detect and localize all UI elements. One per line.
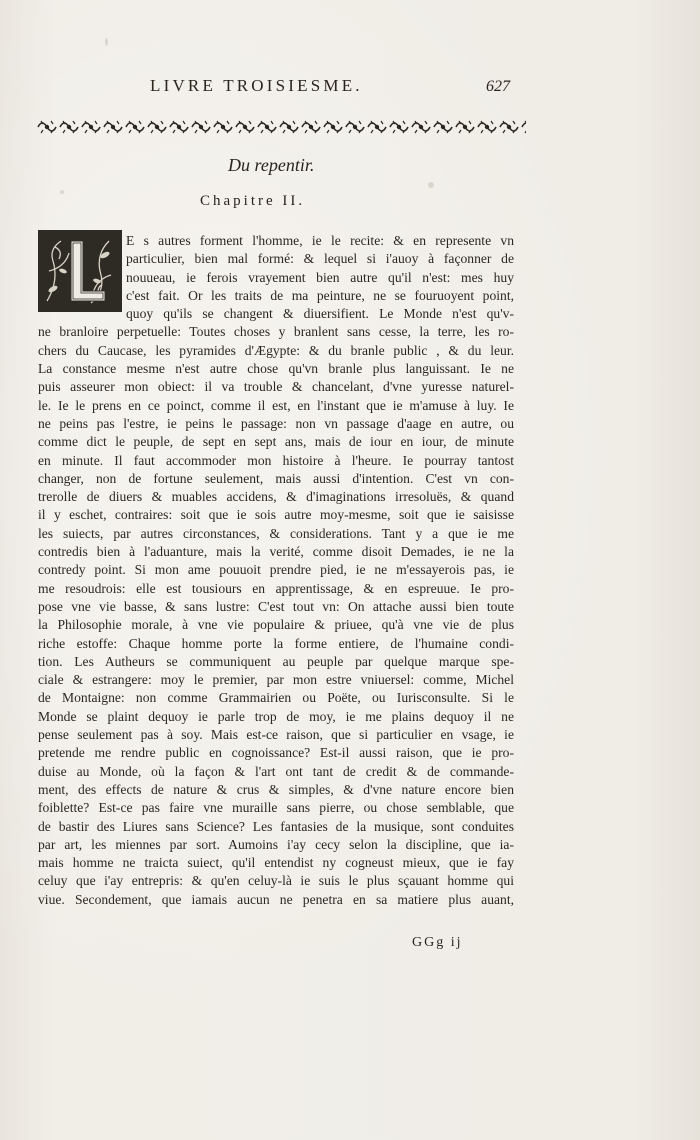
text-line: par art, les miennes par sort. Aumoins i'ay cecy selon la discipline, que ia- — [38, 836, 514, 852]
text-line: le. Ie le prens en ce poinct, comme il est, en l'instant que ie m'amuse à luy. Ie — [38, 397, 514, 413]
text-line: ciale & estrangere: moy le premier, par mon estre vniuersel: comme, Michel — [38, 672, 514, 688]
text-line: les suiects, par autres circonstances, & considerations. Tant y a que ie me — [38, 525, 514, 541]
text-line: trerolle de diuers & muables accidens, & d'imaginations irresoluës, & quand — [38, 489, 514, 505]
text-line: il y eschet, contraires: soit que ie sois autre moy-mesme, soit que ie saisisse — [38, 507, 514, 523]
text-line: de Montaigne: non comme Grammairien ou Poëte, ou Iurisconsulte. Si le — [38, 690, 514, 706]
paper-stain — [428, 182, 434, 188]
essay-title: Du repentir. — [228, 155, 315, 175]
text-line: La constance mesme n'est autre chose qu'vn branle plus languissant. Ie ne — [38, 361, 514, 377]
running-title: LIVRE TROISIESME. — [150, 76, 363, 95]
text-line: ment, des effects de nature & crus & simples, & d'vne nature encore bien — [38, 781, 514, 797]
text-line: viue. Secondement, que iamais aucun ne penetra en sa matiere plus auant, — [38, 891, 514, 907]
essay-body — [38, 232, 514, 909]
text-line: quoy qu'ils se changent & diuersifient. Le Monde n'est qu'v- — [126, 306, 514, 322]
text-line: ne branloire perpetuelle: Toutes choses y branlent sans cesse, la terre, les ro- — [38, 324, 514, 340]
text-line: c'est fait. Or les traits de ma peinture, ne se fouruoyent point, — [126, 287, 514, 303]
text-line: duise au Monde, où la façon & l'art ont tant de credit & de commande- — [38, 763, 514, 779]
ornament-band-graphic — [36, 117, 526, 137]
page-number: 627 — [486, 78, 510, 95]
text-line: pose vne vie basse, & sans lustre: C'est tout vn: On attache aussi bien toute — [38, 598, 514, 614]
text-line: puis asseurer mon obiect: il va trouble & chancelant, d'vne yuresse naturel- — [38, 379, 514, 395]
text-line: contredis bien à l'aduanture, mais la verité, comme disoit Demades, ie ne la — [38, 544, 514, 560]
paper-stain — [105, 38, 108, 46]
text-line: celuy que i'ay entrepris: & qu'en celuy-là ie suis le plus sçauant homme qui — [38, 873, 514, 889]
text-line: pense seulement pas à soy. Mais est-ce raison, que si particulier en vsage, ie — [38, 727, 514, 743]
text-line: pretende me rendre public en cognoissance? Est-il aussi raison, que ie pro- — [38, 745, 514, 761]
running-head — [0, 76, 700, 106]
text-line: changer, non de fortune seulement, mais aussi d'intention. C'est vn con- — [38, 470, 514, 486]
signature-mark: GGg ij — [412, 935, 463, 950]
text-line: ne peins pas l'estre, ie peins le passage: non vn passage d'aage en autre, ou — [38, 415, 514, 431]
ornament-band — [36, 117, 526, 137]
text-line: Monde se plaint dequoy ie parle trop de moy, ie me plains dequoy il ne — [38, 708, 514, 724]
text-line: de bastir des Liures sans Science? Les fantasies de la musique, sont conduites — [38, 818, 514, 834]
paper-stain — [60, 190, 64, 194]
chapter-heading: Chapitre II. — [200, 193, 306, 209]
text-line: en minute. Il faut accommoder mon histoire à l'heure. Ie pourray tantost — [38, 452, 514, 468]
text-line: particulier, bien mal formé: & lequel si i'auoy à façonner de — [126, 251, 514, 267]
text-line: tion. Les Autheurs se communiquent au peuple par quelque marque spe- — [38, 653, 514, 669]
text-line: mais homme ne traicta suiect, qu'il entendist ny cogneust mieux, que ie fay — [38, 855, 514, 871]
text-line: comme dict le peuple, de sept en sept ans, mais de iour en iour, de minute — [38, 434, 514, 450]
text-line: contredy point. Si mon ame pouuoit prendre pied, ie ne m'essayerois pas, ie — [38, 562, 514, 578]
text-line: chers du Caucase, les pyramides d'Ægypte: & du branle public , & du leur. — [38, 342, 514, 358]
text-line: me resoudrois: elle est tousiours en apprentissage, & en espreuue. Ie pro- — [38, 580, 514, 596]
text-line: nouueau, ie ferois vrayement bien autre qu'il n'est: mes huy — [126, 269, 514, 285]
text-line: la Philosophie morale, à vne vie populaire & priuee, qu'à vne vie de plus — [38, 617, 514, 633]
text-line: E s autres forment l'homme, ie le recite: & en represente vn — [126, 233, 514, 248]
text-line: riche estoffe: Chaque homme porte la forme entiere, de l'humaine condi- — [38, 635, 514, 651]
text-line: foiblette? Est-ce pas faire vne muraille sans pierre, ou chose semblable, que — [38, 800, 514, 816]
